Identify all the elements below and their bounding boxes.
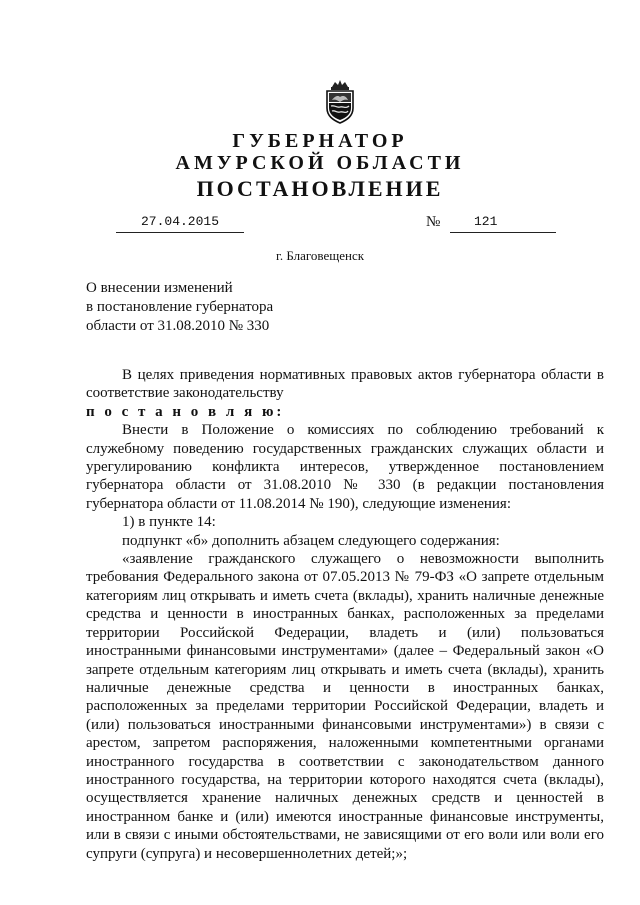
body-line: (или) пользоваться иностранными финансовыми инструментами») в связи с [86, 716, 604, 733]
body-line: «заявление гражданского служащего о невозможности выполнить [122, 551, 604, 568]
body-line: запрете отдельным категориям лиц открывать и иметь счета (вклады), хранить [86, 661, 604, 678]
body-line: губернатора области от 11.08.2014 № 190), следующие изменения: [86, 495, 511, 512]
body-line: подпункт «б» дополнить абзацем следующего содержания: [122, 532, 500, 549]
resolution-word: п о с т а н о в л я ю: [86, 403, 285, 420]
body-line: Внести в Положение о комиссиях по соблюдению требований к [122, 422, 604, 439]
body-line: категориям лиц открывать и иметь счета (вклады), хранить наличные денежные [86, 587, 604, 604]
body-line: иностранного государства, на территории которого находятся счета (вклады), [86, 771, 604, 788]
body-line: урегулированию конфликта интересов, утвержденное постановлением [86, 459, 604, 476]
body-line: наличные денежные средства и ценности в иностранных банках, [86, 679, 604, 696]
body-line: требования Федерального закона от 07.05.2013 № 79-ФЗ «О запрете отдельным [86, 569, 604, 586]
body-line: служебному поведению государственных гражданских служащих области и [86, 440, 604, 457]
subject-line: О внесении изменений [86, 280, 233, 296]
body-line: В целях приведения нормативных правовых актов губернатора области в [122, 367, 604, 383]
body-line: средства и ценности в иностранных банках, расположенных за пределами [86, 606, 604, 623]
body-line: иностранном банке и (или) имеются иностранные финансовые инструменты, [86, 808, 604, 825]
body-line: арестом, запретом распоряжения, наложенными компетентными органами [86, 735, 604, 752]
body-line: иностранными финансовыми инструментами» (далее – Федеральный закон «О [86, 643, 604, 660]
document-subject [86, 279, 386, 336]
org-title-line1: ГУБЕРНАТОР [232, 130, 408, 152]
document-number: 121 [450, 214, 556, 233]
subject-line: области от 31.08.2010 № 330 [86, 318, 270, 334]
body-line: осуществляется хранение наличных денежных средств и ценностей в [86, 790, 604, 807]
document-type: ПОСТАНОВЛЕНИЕ [196, 176, 444, 201]
body-line: 1) в пункте 14: [122, 514, 216, 531]
document-body [86, 366, 604, 863]
org-title-line2: АМУРСКОЙ ОБЛАСТИ [175, 152, 465, 174]
body-line: соответствие законодательству [86, 385, 284, 402]
body-line: расположенных за пределами территории Российской Федерации, владеть и [86, 698, 604, 715]
body-line: иностранного государства в соответствии с законодательством данного [86, 753, 604, 770]
body-line: или в связи с иными обстоятельствами, не зависящими от его воли или воли его [86, 827, 604, 844]
city: г. Благовещенск [275, 248, 365, 263]
body-line: территории Российской Федерации, владеть и (или) пользоваться [86, 624, 604, 641]
body-line: губернатора области от 31.08.2010 № 330 (в редакции постановления [86, 477, 604, 494]
document-date: 27.04.2015 [116, 214, 244, 233]
body-line: супруги (супруга) и несовершеннолетних детей;»; [86, 845, 408, 862]
number-sign: № [426, 214, 441, 230]
subject-line: в постановление губернатора [86, 299, 274, 315]
coat-of-arms-icon [323, 78, 357, 124]
